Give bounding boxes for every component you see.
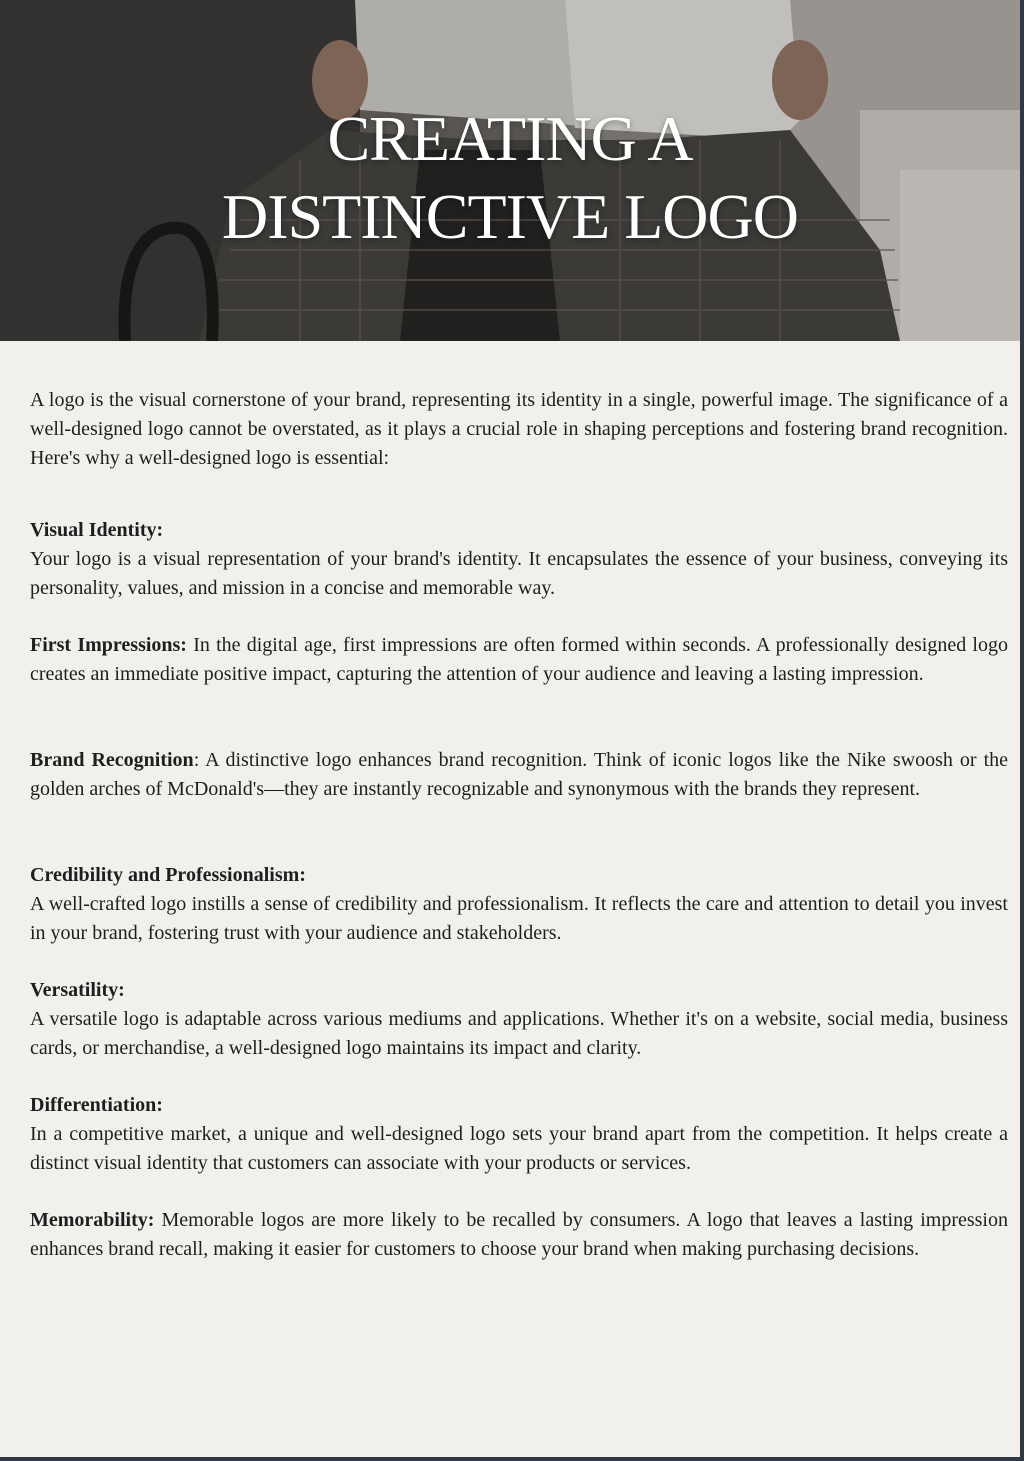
- section-heading: Differentiation:: [30, 1094, 163, 1116]
- section-versatility: [30, 976, 1008, 1063]
- intro-paragraph: A logo is the visual cornerstone of your brand, representing its identity in a single, powerful image. The significance of a well-designed logo cannot be overstated, as it plays a crucial role in shaping perceptions and fostering brand recognition. Here's why a well-designed logo is essential:: [30, 389, 1008, 469]
- section-heading: Memorability:: [30, 1209, 155, 1231]
- section-differentiation: [30, 1091, 1008, 1178]
- section-brand-recognition: [30, 746, 1008, 804]
- section-heading: Brand Recognition: [30, 749, 194, 771]
- page-title: [0, 100, 1020, 256]
- section-credibility: [30, 861, 1008, 948]
- section-text: Your logo is a visual representation of your brand's identity. It encapsulates the essence of your business, conveying its personality, values, and mission in a concise and memorable way.: [30, 548, 1008, 599]
- section-text: : A distinctive logo enhances brand recognition. Think of iconic logos like the Nike swoosh or the golden arches of McDonald's—they are instantly recognizable and synonymous with the brands they represent.: [30, 749, 1008, 800]
- section-first-impressions: [30, 631, 1008, 689]
- title-line-1: CREATING A: [327, 103, 693, 174]
- hero-banner: [0, 0, 1020, 341]
- section-memorability: [30, 1206, 1008, 1264]
- section-text: Memorable logos are more likely to be recalled by consumers. A logo that leaves a lasting impression enhances brand recall, making it easier for customers to choose your brand when making purchasing decisions.: [30, 1209, 1008, 1260]
- section-visual-identity: [30, 516, 1008, 603]
- section-heading: Visual Identity:: [30, 519, 164, 541]
- section-text: In the digital age, first impressions are often formed within seconds. A professionally designed logo creates an immediate positive impact, capturing the attention of your audience and leaving a lasting impression.: [30, 634, 1008, 685]
- section-text: A versatile logo is adaptable across various mediums and applications. Whether it's on a website, social media, business cards, or merchandise, a well-designed logo maintains its impact and clarity.: [30, 1008, 1008, 1059]
- article-body: [30, 386, 1008, 1264]
- section-text: A well-crafted logo instills a sense of credibility and professionalism. It reflects the care and attention to detail you invest in your brand, fostering trust with your audience and stakeholders.: [30, 893, 1008, 944]
- section-text: In a competitive market, a unique and well-designed logo sets your brand apart from the competition. It helps create a distinct visual identity that customers can associate with your products or services.: [30, 1123, 1008, 1174]
- section-heading: Credibility and Professionalism:: [30, 864, 306, 886]
- section-heading: Versatility:: [30, 979, 125, 1001]
- section-heading: First Impressions:: [30, 634, 187, 656]
- title-line-2: DISTINCTIVE LOGO: [222, 181, 798, 252]
